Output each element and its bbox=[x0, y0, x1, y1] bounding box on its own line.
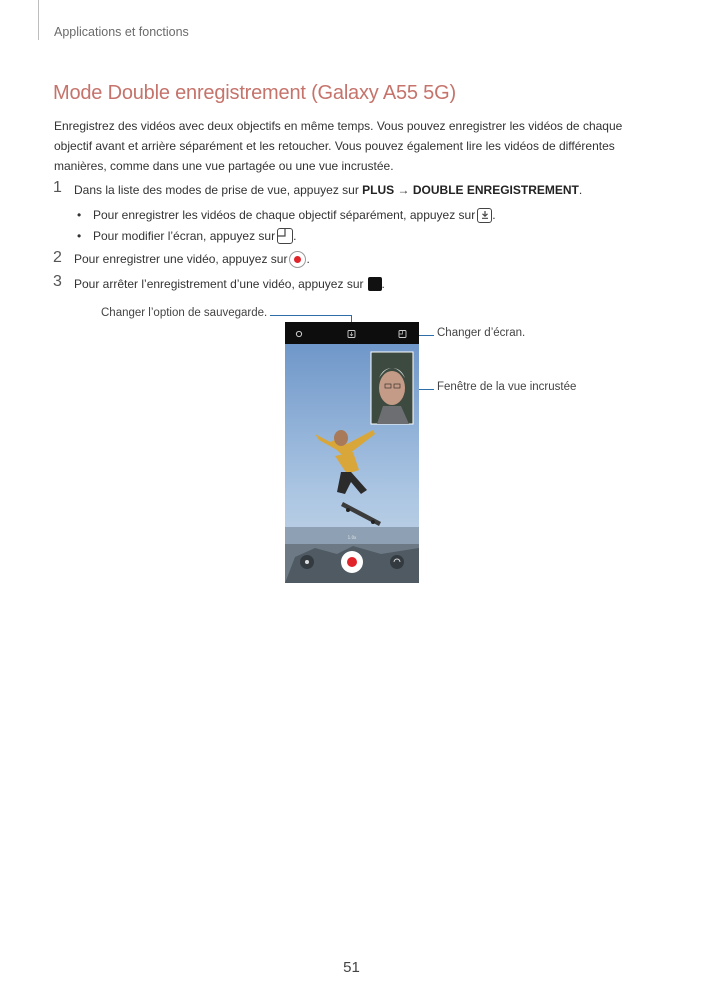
bullet-2 bbox=[93, 226, 296, 246]
step-number-2: 2 bbox=[53, 249, 62, 266]
dual-record-keyword: DOUBLE ENREGISTREMENT bbox=[412, 183, 579, 197]
step-3-end: . bbox=[381, 277, 385, 291]
callout-pip-window: Fenêtre de la vue incrustée bbox=[437, 381, 577, 393]
step-3-text: Pour arrêter l’enregistrement d’une vidéo, appuyez sur bbox=[74, 277, 364, 291]
bullet-mark-2: • bbox=[77, 229, 82, 243]
intro-paragraph: Enregistrez des vidéos avec deux objectifs en même temps. Vous pouvez enregistrer les vidéos de chaque objectif avant et arrière séparément et les retoucher. Vous pouvez également lire les vidéos de différentes manières, comme dans une vue partagée ou une vue incrustée. bbox=[54, 119, 623, 173]
page-number: 51 bbox=[343, 959, 360, 976]
plus-keyword: PLUS bbox=[362, 183, 395, 197]
phone-screenshot bbox=[285, 322, 419, 583]
save-download-icon bbox=[477, 208, 492, 223]
arrow: → bbox=[394, 183, 413, 197]
step-2-text: Pour enregistrer une vidéo, appuyez sur bbox=[74, 252, 288, 266]
record-icon bbox=[289, 251, 306, 268]
pip-window bbox=[371, 352, 413, 424]
camera-preview bbox=[285, 322, 419, 583]
switch-camera-button bbox=[390, 555, 404, 569]
stop-icon bbox=[368, 277, 382, 291]
step-2-end: . bbox=[306, 252, 310, 266]
callout-line-save-h bbox=[270, 315, 352, 316]
bullet-1-text: Pour enregistrer les vidéos de chaque objectif séparément, appuyez sur bbox=[93, 208, 476, 222]
zoom-label: 1.0x bbox=[347, 535, 357, 540]
bullet-2-text: Pour modifier l’écran, appuyez sur bbox=[93, 229, 276, 243]
step-1-text: Dans la liste des modes de prise de vue, appuyez sur bbox=[74, 183, 363, 197]
step-2 bbox=[74, 249, 310, 269]
bullet-1-end: . bbox=[492, 208, 496, 222]
callout-change-screen: Changer d’écran. bbox=[437, 327, 526, 339]
section-header: Applications et fonctions bbox=[54, 25, 189, 39]
step-1 bbox=[74, 180, 582, 200]
bullet-1 bbox=[93, 205, 496, 225]
screen-layout-icon bbox=[277, 228, 293, 244]
record-button bbox=[341, 551, 363, 573]
step-number-1: 1 bbox=[53, 179, 62, 196]
callout-save-option: Changer l’option de sauvegarde. bbox=[101, 307, 268, 319]
step-number-3: 3 bbox=[53, 273, 62, 290]
bullet-2-end: . bbox=[293, 229, 297, 243]
bullet-mark-1: • bbox=[77, 208, 82, 222]
page-title: Mode Double enregistrement (Galaxy A55 5G) bbox=[53, 82, 456, 104]
step-1-end: . bbox=[578, 183, 583, 197]
header-rule bbox=[38, 0, 39, 40]
effects-button bbox=[300, 555, 314, 569]
step-3 bbox=[74, 274, 385, 294]
